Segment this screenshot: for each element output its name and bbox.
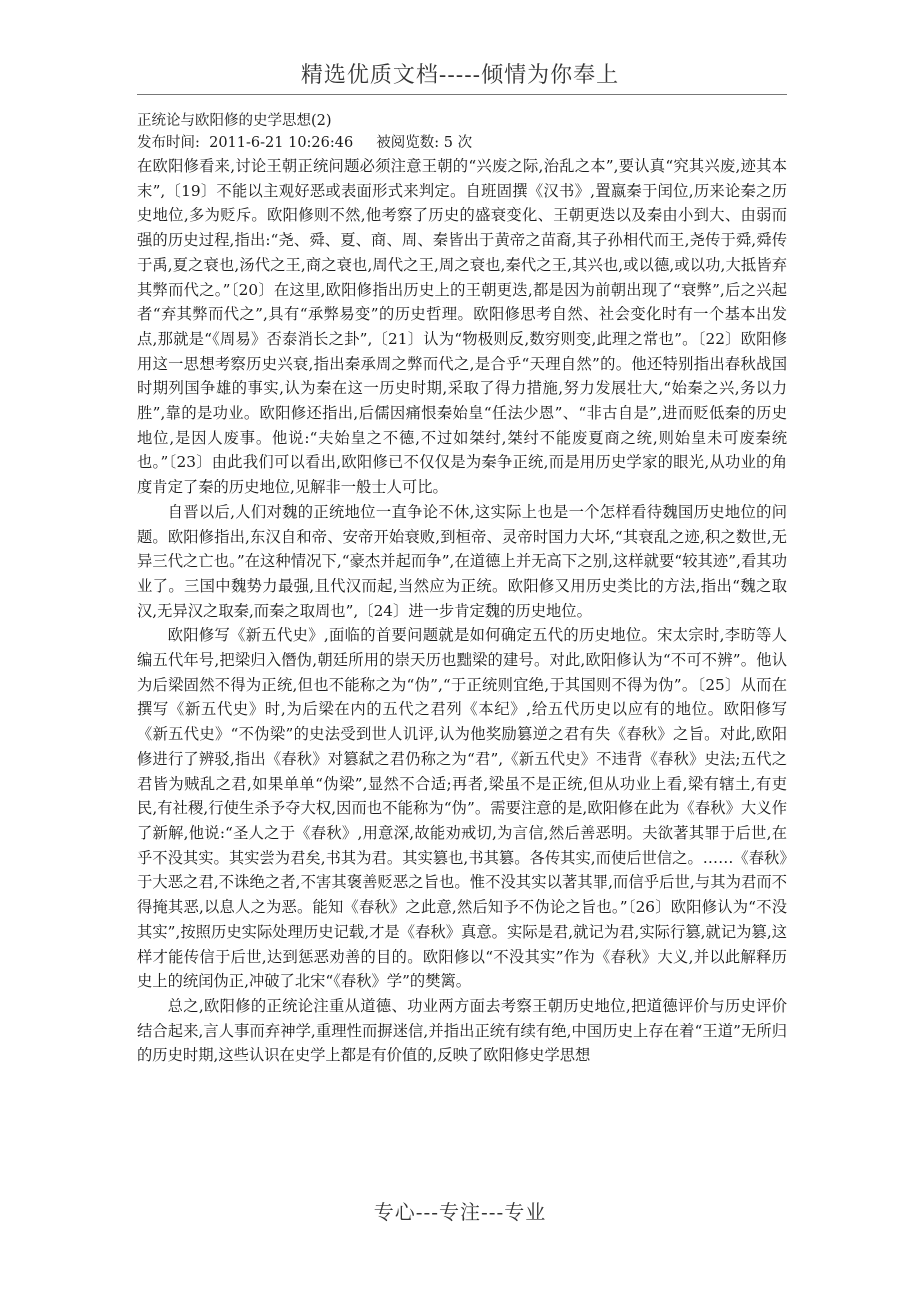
paragraph-4: 总之,欧阳修的正统论注重从道德、功业两方面去考察王朝历史地位,把道德评价与历史评价结合起来,言人事而弃神学,重理性而摒迷信,并指出正统有续有绝,中国历史上存在着“王道”无所归的历史时期,这些认识在史学上都是有价值的,反映了欧阳修史学思想 [137, 996, 787, 1065]
paragraph-1: 在欧阳修看来,讨论王朝正统问题必须注意王朝的“兴废之际,治乱之本”,要认真“究其兴废,迹其本末”,〔19〕不能以主观好恶或表面形式来判定。自班固撰《汉书》,置嬴秦于闰位,历来论秦之历史地位,多为贬斥。欧阳修则不然,他考察了历史的盛衰变化、王朝更迭以及秦由小到大、由弱而强的历史过程,指出:“尧、舜、夏、商、周、秦皆出于黄帝之苗裔,其子孙相代而王,尧传于舜,舜传于禹,夏之衰也,汤代之王,商之衰也,周代之王,周之衰也,秦代之王,其兴也,或以德,或以功,大抵皆弃其弊而代之。”〔20〕在这里,欧阳修指出历史上的王朝更迭,都是因为前朝出现了“衰弊”,后之兴起者“弃其弊而代之”,具有“承弊易变”的历史哲理。欧阳修思考自然、社会变化时有一个基本出发点,那就是“《周易》否泰消长之卦”,〔21〕认为“物极则反,数穷则变,此理之常也”。〔22〕欧阳修用这一思想考察历史兴衰,指出秦承周之弊而代之,是合乎“天理自然”的。他还特别指出春秋战国时期列国争雄的事实,认为秦在这一历史时期,采取了得力措施,努力发展壮大,“始秦之兴,务以力胜”,靠的是功业。欧阳修还指出,后儒因痛恨秦始皇“任法少恩”、“非古自是”,进而贬低秦的历史地位,是因人废事。他说:“夫始皇之不德,不过如桀纣,桀纣不能废夏商之统,则始皇未可废秦统也。”〔23〕由此我们可以看出,欧阳修已不仅仅是为秦争正统,而是用历史学家的眼光,从功业的角度肯定了秦的历史地位,见解非一般士人可比。 [137, 157, 787, 497]
article [137, 110, 787, 1068]
article-title: 正统论与欧阳修的史学思想(2) [137, 113, 332, 129]
header-divider [137, 94, 787, 95]
page-footer: 专心---专注---专业 [373, 1200, 547, 1224]
page-header: 精选优质文档-----倾情为你奉上 [300, 63, 620, 88]
paragraph-2: 自晋以后,人们对魏的正统地位一直争论不休,这实际上也是一个怎样看待魏国历史地位的问题。欧阳修指出,东汉自和帝、安帝开始衰败,到桓帝、灵帝时国力大坏,“其衰乱之迹,积之数世,无异三代之亡也。”在这种情况下,“豪杰并起而争”,在道德上并无高下之别,这样就要“较其迹”,看其功业了。三国中魏势力最强,且代汉而起,当然应为正统。欧阳修又用历史类比的方法,指出“魏之取汉,无异汉之取秦,而秦之取周也”,〔24〕进一步肯定魏的历史地位。 [137, 502, 787, 620]
article-meta: 发布时间: 2011-6-21 10:26:46 被阅览数: 5 次 [137, 135, 473, 151]
paragraph-3: 欧阳修写《新五代史》,面临的首要问题就是如何确定五代的历史地位。宋太宗时,李昉等人编五代年号,把梁归入僭伪,朝廷所用的崇天历也黜梁的建号。对此,欧阳修认为“不可不辨”。他认为后梁固然不得为正统,但也不能称之为“伪”,“于正统则宜绝,于其国则不得为伪”。〔25〕从而在撰写《新五代史》时,为后梁在内的五代之君列《本纪》,给五代历史以应有的地位。欧阳修写《新五代史》“不伪梁”的史法受到世人讥评,认为他奖励篡逆之君有失《春秋》之旨。对此,欧阳修进行了辨驳,指出《春秋》对篡弑之君仍称之为“君”,《新五代史》不违背《春秋》史法;五代之君皆为贼乱之君,如果单单“伪梁”,显然不合适;再者,梁虽不是正统,但从功业上看,梁有辖土,有吏民,有社稷,行使生杀予夺大权,因而也不能称为“伪”。需要注意的是,欧阳修在此为《春秋》大义作了新解,他说:“圣人之于《春秋》,用意深,故能劝戒切,为言信,然后善恶明。夫欲著其罪于后世,在乎不没其实。其实尝为君矣,书其为君。其实篡也,书其篡。各传其实,而使后世信之。……《春秋》于大恶之君,不诛绝之者,不害其褒善贬恶之旨也。惟不没其实以著其罪,而信乎后世,与其为君而不得掩其恶,以息人之为恶。能知《春秋》之此意,然后知予不伪论之旨也。”〔26〕欧阳修认为“不没其实”,按照历史实际处理历史记载,才是《春秋》真意。实际是君,就记为君,实际行篡,就记为篡,这样才能传信于后世,达到惩恶劝善的目的。欧阳修以“不没其实”作为《春秋》大义,并以此解释历史上的统闰伪正,冲破了北宋“《春秋》学”的樊篱。 [137, 626, 787, 991]
